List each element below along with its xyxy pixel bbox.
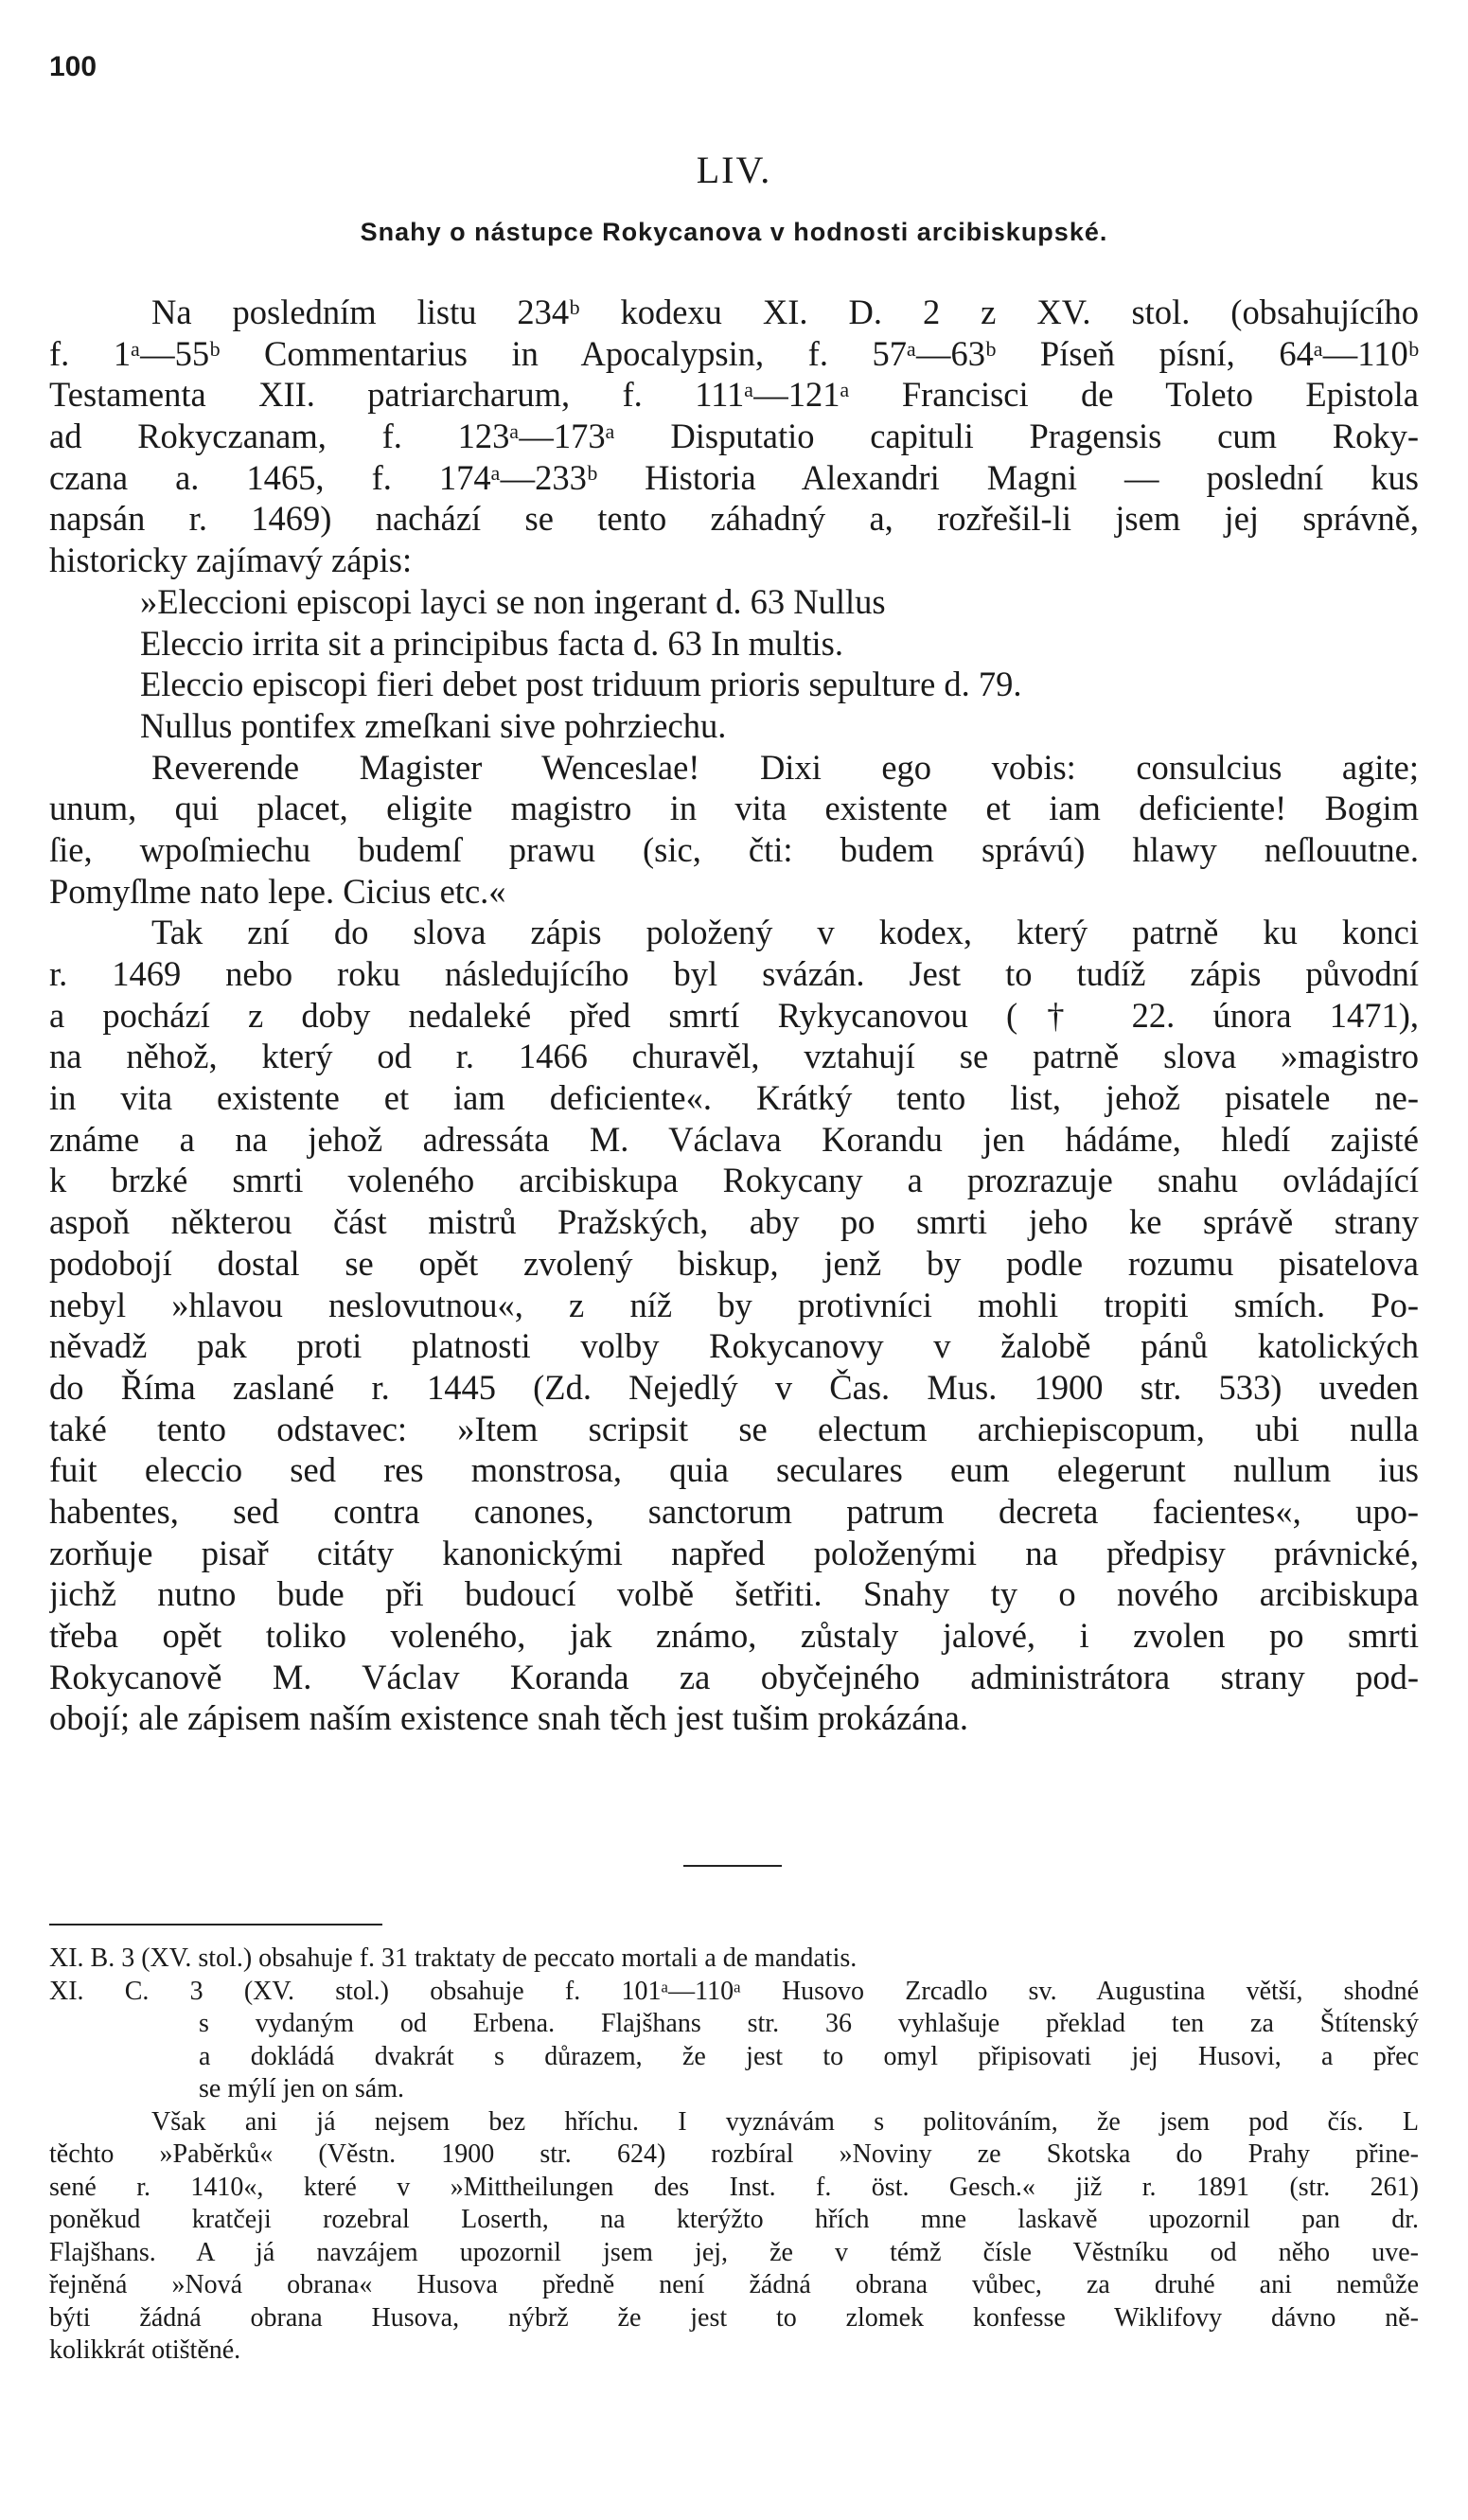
chapter-title: Snahy o nástupce Rokycanova v hodnosti arcibiskupské. <box>360 218 1108 246</box>
footnote-line: řejněná »Nová obrana« Husova předně není žádná obrana vůbec, za druhé ani nemůže <box>49 2270 1419 2299</box>
main-text <box>49 292 1419 1739</box>
footnote-line: Však ani já nejsem bez hříchu. I vyznávám s politováním, že jsem pod čís. L <box>151 2106 1419 2137</box>
text-line: Pomyſlme nato lepe. Cicius etc.« <box>49 871 506 911</box>
text-line: »Eleccioni episcopi layci se non ingerant d. 63 Nullus <box>140 581 886 621</box>
text-line: Eleccio episcopi fieri debet post triduum prioris sepulture d. 79. <box>140 665 1022 704</box>
footnotes <box>49 1943 1419 2368</box>
text-line: unum, qui placet, eligite magistro in vita existente et iam deficiente! Bogim <box>49 789 1419 828</box>
text-line: in vita existente et iam deficiente«. Krátký tento list, jehož pisatele ne- <box>49 1078 1419 1118</box>
footnote-line: poněkud kratčeji rozebral Loserth, na kterýžto hřích mne laskavě upozornil pan dr. <box>49 2205 1419 2234</box>
text-line: fuit eleccio sed res monstrosa, quia seculares eum elegerunt nullum ius <box>49 1450 1419 1490</box>
text-line: ad Rokyczanam, f. 123ᵃ—173ᵃ Disputatio capituli Pragensis cum Roky- <box>49 417 1419 456</box>
text-line: na něhož, který od r. 1466 churavěl, vztahují se patrně slova »magistro <box>49 1037 1419 1076</box>
text-line: ſie, wpoſmiechu budemſ prawu (sic, čti: budem správú) hlawy neſlouutne. <box>49 829 1419 869</box>
footnote-line: se mýlí jen on sám. <box>199 2074 404 2103</box>
text-line: obojí; ale zápisem naším existence snah těch jest tušim prokázána. <box>49 1698 968 1738</box>
footnote-rule <box>49 1924 382 1925</box>
text-line: třeba opět toliko voleného, jak známo, zůstaly jalové, i zvolen po smrti <box>49 1616 1419 1655</box>
text-line: Nullus pontifex zmeſkani sive pohrziechu. <box>140 705 727 745</box>
text-line: jichž nutno bude při budoucí volbě šetřiti. Snahy ty o nového arcibiskupa <box>49 1574 1419 1614</box>
text-line: historicky zajímavý zápis: <box>49 541 413 580</box>
text-line: také tento odstavec: »Item scripsit se electum archiepiscopum, ubi nulla <box>49 1409 1419 1448</box>
footnote-line: Flajšhans. A já navzájem upozornil jsem jej, že v témž čísle Věstníku od něho uve- <box>49 2237 1419 2267</box>
text-line: Rokycanově M. Václav Koranda za obyčejného administrátora strany pod- <box>49 1657 1419 1696</box>
footnote-line: XI. B. 3 (XV. stol.) obsahuje f. 31 traktaty de peccato mortali a de mandatis. <box>49 1943 858 1973</box>
text-line: zorňuje pisař citáty kanonickými napřed položenými na předpisy právnické, <box>49 1533 1419 1572</box>
text-line: Eleccio irrita sit a principibus facta d. 63 In multis. <box>140 623 843 663</box>
text-line: habentes, sed contra canones, sanctorum patrum decreta facientes«, upo- <box>49 1491 1419 1531</box>
footnote-line: XI. C. 3 (XV. stol.) obsahuje f. 101ᵃ—110ᵃ Husovo Zrcadlo sv. Augustina větší, shodné <box>49 1976 1419 2006</box>
footnote-line: býti žádná obrana Husova, nýbrž že jest to zlomek konfesse Wiklifovy dávno ně- <box>49 2302 1419 2333</box>
footnote-line: s vydaným od Erbena. Flajšhans str. 36 vyhlašuje překlad ten za Štítenský <box>199 2009 1419 2038</box>
text-line: Reverende Magister Wenceslae! Dixi ego vobis: consulcius agite; <box>151 747 1419 787</box>
footnote-line: a dokládá dvakrát s důrazem, že jest to omyl připisovati jej Husovi, a přec <box>199 2041 1419 2071</box>
text-line: nebyl »hlavou neslovutnou«, z níž by protivníci mohli tropiti smích. Po- <box>49 1285 1419 1324</box>
text-line: Testamenta XII. patriarcharum, f. 111ᵃ—121ᵃ Francisci de Toleto Epistola <box>49 375 1419 415</box>
text-line: k brzké smrti voleného arcibiskupa Rokycany a prozrazuje snahu ovládající <box>49 1161 1419 1200</box>
text-line: podobojí dostal se opět zvolený biskup, jenž by podle rozumu pisatelova <box>49 1243 1419 1283</box>
text-line: Tak zní do slova zápis položený v kodex, který patrně ku konci <box>151 913 1419 952</box>
text-line: Na posledním listu 234ᵇ kodexu XI. D. 2 z XV. stol. (obsahujícího <box>151 293 1419 331</box>
chapter-number: LIV. <box>696 149 772 191</box>
text-line: czana a. 1465, f. 174ᵃ—233ᵇ Historia Alexandri Magni — poslední kus <box>49 457 1419 497</box>
footnote-line: kolikkrát otištěné. <box>49 2335 241 2365</box>
text-line: aspoň některou část mistrů Pražských, aby po smrti jeho ke správě strany <box>49 1202 1419 1242</box>
text-line: a pochází z doby nedaleké před smrtí Rykycanovou († 22. února 1471), <box>49 995 1419 1035</box>
footnote-line: těchto »Paběrků« (Věstn. 1900 str. 624) rozbíral »Noviny ze Skotska do Prahy přine- <box>49 2139 1419 2169</box>
page-number: 100 <box>49 51 97 82</box>
text-line: do Říma zaslané r. 1445 (Zd. Nejedlý v Čas. Mus. 1900 str. 533) uveden <box>49 1367 1419 1407</box>
text-line: r. 1469 nebo roku následujícího byl svázán. Jest to tudíž zápis původní <box>49 954 1419 993</box>
footnote-line: sené r. 1410«, které v »Mittheilungen des Inst. f. öst. Gesch.« již r. 1891 (str. 261) <box>49 2172 1419 2202</box>
text-line: napsán r. 1469) nachází se tento záhadný a, rozřešil-li jsem jej správně, <box>49 499 1419 539</box>
text-line: známe a na jehož adressáta M. Václava Korandu jen hádáme, hledí zajisté <box>49 1119 1419 1159</box>
text-line: něvadž pak proti platnosti volby Rokycanovy v žalobě pánů katolických <box>49 1326 1419 1366</box>
section-divider <box>683 1865 782 1867</box>
text-line: f. 1ᵃ—55ᵇ Commentarius in Apocalypsin, f. 57ᵃ—63ᵇ Píseň písní, 64ᵃ—110ᵇ <box>49 333 1419 373</box>
